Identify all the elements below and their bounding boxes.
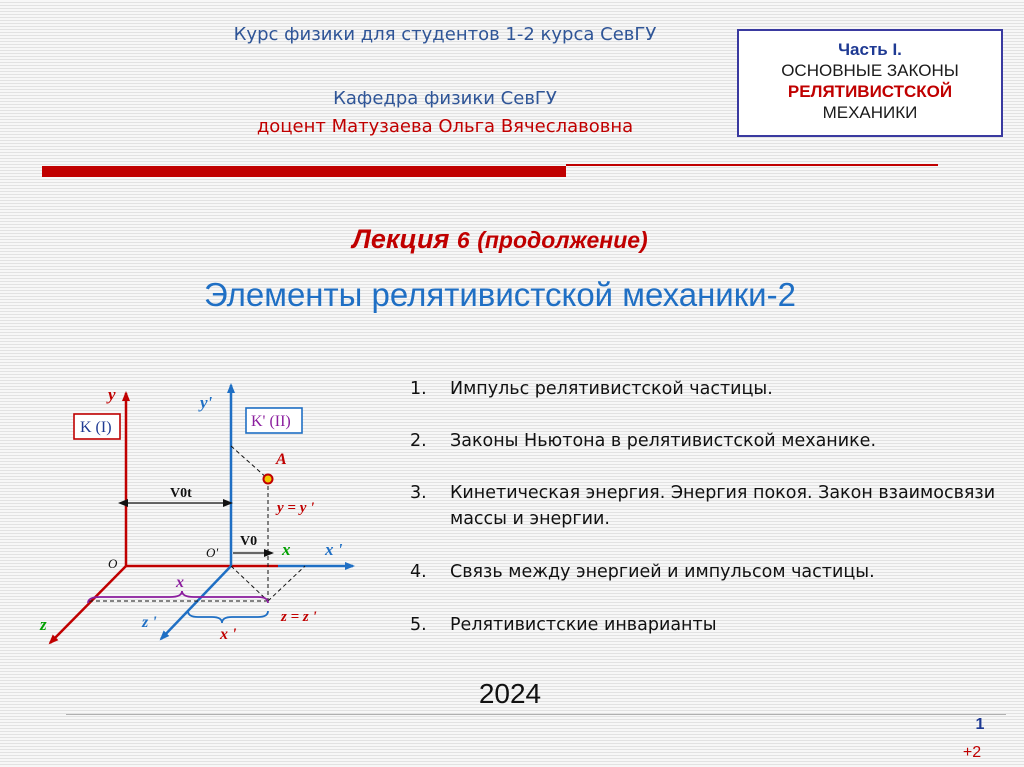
- label-o-prime: O': [206, 545, 219, 560]
- list-item-text: Кинетическая энергия. Энергия покоя. Закон взаимосвязи массы и энергии.: [450, 483, 996, 529]
- label-eq-z: z = z ': [281, 609, 317, 625]
- list-item: [410, 376, 1010, 402]
- part-box: [737, 29, 1003, 137]
- projection-lines: [87, 446, 305, 601]
- lecture-number: 6: [456, 227, 470, 253]
- lecturer-name: доцент Матузаева Ольга Вячеславовна: [256, 116, 634, 137]
- axis-z-line: [50, 566, 126, 643]
- list-item-text: Связь между энергией и импульсом частицы.: [450, 562, 875, 582]
- label-x: x: [282, 540, 291, 559]
- label-x-prime: x ': [325, 540, 343, 559]
- lecture-label: Лекция: [352, 224, 450, 254]
- part-box-line4: МЕХАНИКИ: [822, 103, 918, 122]
- list-item-text: Релятивистские инварианты: [450, 615, 717, 635]
- list-item: [410, 428, 1010, 454]
- page-number: 1: [975, 716, 985, 733]
- course-title: Курс физики для студентов 1-2 курса СевГУ: [233, 24, 657, 45]
- part-box-line3: РЕЛЯТИВИСТСКОЙ: [787, 82, 953, 101]
- label-v0t: V0t: [170, 486, 192, 501]
- year-label: 2024: [478, 678, 542, 709]
- part-box-line2: ОСНОВНЫЕ ЗАКОНЫ: [781, 61, 959, 80]
- label-o: O: [108, 556, 118, 571]
- label-y-prime: y': [200, 393, 213, 412]
- list-item: [410, 612, 1010, 638]
- list-item-number: 4.: [410, 562, 427, 582]
- list-item-text: Импульс релятивистской частицы.: [450, 379, 773, 399]
- list-item-number: 2.: [410, 431, 427, 451]
- list-item-text: Законы Ньютона в релятивистской механике.: [450, 431, 877, 451]
- department-name: Кафедра физики СевГУ: [333, 88, 557, 109]
- brace-x: [88, 591, 268, 603]
- label-eq-y: y = y ': [277, 500, 315, 516]
- divider-bar: [42, 166, 566, 177]
- topics-list: [410, 376, 1010, 638]
- frame-k-prime-label: K' (II): [251, 413, 291, 430]
- label-v0: V0: [240, 534, 258, 549]
- point-a-marker: [264, 475, 273, 484]
- list-item-number: 3.: [410, 483, 427, 503]
- list-item: [410, 480, 1010, 532]
- page-extra: +2: [962, 744, 982, 761]
- frame-k-label: K (I): [80, 419, 112, 436]
- lecture-title: Элементы релятивистской механики-2: [204, 276, 796, 313]
- lecture-heading: [100, 224, 900, 255]
- footer-divider: [66, 714, 1006, 715]
- list-item-number: 5.: [410, 615, 427, 635]
- list-item: [410, 559, 1010, 585]
- label-z: z: [40, 615, 47, 634]
- label-brace-x-prime: x ': [220, 626, 237, 643]
- divider-line: [566, 164, 938, 166]
- label-z-prime: z ': [142, 614, 157, 631]
- lecture-note: (продолжение): [477, 227, 648, 253]
- part-box-line1: Часть I.: [838, 40, 902, 59]
- reference-frames-diagram: [30, 375, 375, 675]
- list-item-number: 1.: [410, 379, 427, 399]
- label-a: A: [276, 451, 287, 468]
- label-y: y: [108, 385, 116, 404]
- label-brace-x: x: [176, 574, 184, 591]
- brace-x-prime: [188, 611, 268, 623]
